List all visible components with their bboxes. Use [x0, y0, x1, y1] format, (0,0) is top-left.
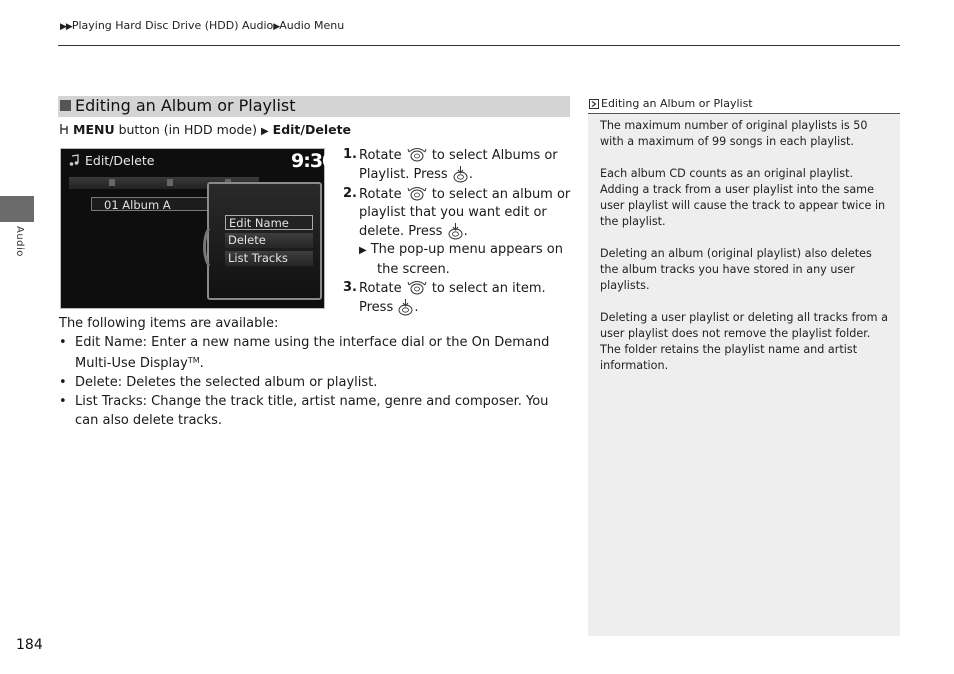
note-body: [600, 118, 890, 390]
breadcrumb-arrow-icon: ▶▶: [60, 22, 72, 32]
item-term: Delete: [75, 375, 118, 391]
menu-button-label: MENU: [73, 122, 115, 137]
bullet-dot-icon: •: [59, 335, 67, 350]
screen-clock: 9:30: [291, 150, 335, 172]
steps-list: [343, 146, 573, 318]
note-paragraph: Deleting an album (original playlist) also deletes the album tracks you have stored in any user playlists.: [600, 247, 872, 292]
note-paragraph: Each album CD counts as an original playlist. Adding a track from a user playlist into the same user playlist will cause the track to appear twice in the playlist.: [600, 167, 886, 228]
item-term: Edit Name: [75, 335, 143, 350]
press-dial-icon: [452, 165, 469, 183]
item-text: : Deletes the selected album or playlist.: [117, 375, 378, 391]
menu-path-text: button (in HDD mode): [114, 122, 261, 137]
item-text: : Enter a new name using the interface dial or the On Demand Multi-Use Display: [75, 335, 550, 372]
breadcrumb-arrow-icon: ▶: [273, 22, 280, 32]
popup-item-edit-name[interactable]: Edit Name: [225, 215, 313, 230]
breadcrumb-link-audio-menu[interactable]: Audio Menu: [279, 19, 345, 32]
note-heading-text: Editing an Album or Playlist: [601, 97, 753, 110]
step-2: [343, 185, 573, 279]
note-paragraph: The maximum number of original playlists is 50 with a maximum of 99 songs in each playlist.: [600, 119, 868, 148]
step-2-result: [359, 241, 573, 279]
section-title: Editing an Album or Playlist: [75, 96, 296, 115]
section-heading: [58, 96, 570, 117]
press-dial-icon: [447, 222, 464, 240]
step-text: to select an album or playlist that you want edit or delete. Press: [359, 186, 571, 240]
result-text: The pop-up menu appears on the screen.: [370, 242, 563, 277]
interface-dial-icon: [406, 146, 428, 163]
step-3: [343, 279, 573, 318]
list-item: [59, 393, 571, 430]
step-1: [343, 146, 573, 185]
page-number: 184: [16, 637, 43, 653]
chapter-tab[interactable]: [0, 196, 34, 222]
step-text: to select an item. Press: [359, 281, 546, 316]
step-number: 1.: [343, 147, 357, 162]
trademark-mark: TM: [187, 356, 200, 366]
step-text: Rotate: [359, 281, 406, 297]
bullet-dot-icon: •: [59, 375, 67, 391]
step-text: or: [540, 148, 558, 163]
step-number: 2.: [343, 185, 357, 201]
popup-item-delete[interactable]: Delete: [225, 233, 313, 248]
result-arrow-icon: ▶: [359, 245, 367, 257]
list-item: [59, 334, 571, 374]
step-text: .: [414, 300, 419, 316]
breadcrumb-link-hdd-audio[interactable]: Playing Hard Disc Drive (HDD) Audio: [71, 19, 274, 32]
step-term-playlist: Playlist: [359, 167, 406, 183]
header-divider: [58, 45, 900, 46]
home-h-icon: [60, 123, 69, 135]
interface-dial-icon: [406, 185, 428, 202]
popup-menu: [207, 182, 322, 300]
note-paragraph: Deleting a user playlist or deleting all tracks from a user playlist does not remove the playlist folder. The folder retains the playlist name and artist information.: [600, 311, 888, 372]
step-term-albums: Albums: [491, 148, 541, 163]
interface-dial-icon: [406, 279, 428, 296]
item-text: : Change the track title, artist name, genre and composer. You can also delete tracks.: [75, 394, 549, 428]
step-number: 3.: [343, 280, 357, 296]
step-text: Rotate: [359, 148, 406, 163]
note-heading: [588, 96, 900, 114]
note-panel: [588, 96, 900, 636]
menu-target-label: Edit/Delete: [272, 122, 352, 137]
screen-title: Edit/Delete: [85, 153, 155, 168]
chapter-tab-label: Audio: [14, 226, 25, 257]
menu-path: [60, 122, 351, 137]
press-dial-icon: [397, 298, 414, 316]
screen-illustration: [60, 148, 335, 309]
bullet-dot-icon: •: [59, 394, 67, 410]
list-item: [59, 374, 571, 392]
step-text: .: [463, 224, 468, 240]
item-term: List Tracks: [75, 394, 143, 410]
step-text: to select: [427, 148, 492, 163]
music-note-icon: [69, 154, 79, 166]
available-intro: The following items are available:: [59, 316, 279, 331]
step-text: Rotate: [359, 186, 406, 202]
step-text: . Press: [405, 167, 452, 183]
item-text: .: [199, 356, 204, 372]
section-square-icon: [60, 100, 71, 111]
note-link-icon: [589, 99, 599, 109]
items-list: [59, 334, 571, 431]
menu-arrow-icon: ▶: [260, 126, 269, 137]
popup-item-list-tracks[interactable]: List Tracks: [225, 251, 313, 266]
screen-album-row: 01 Album A: [91, 197, 209, 211]
breadcrumb: [60, 19, 344, 32]
step-text: .: [468, 167, 473, 183]
